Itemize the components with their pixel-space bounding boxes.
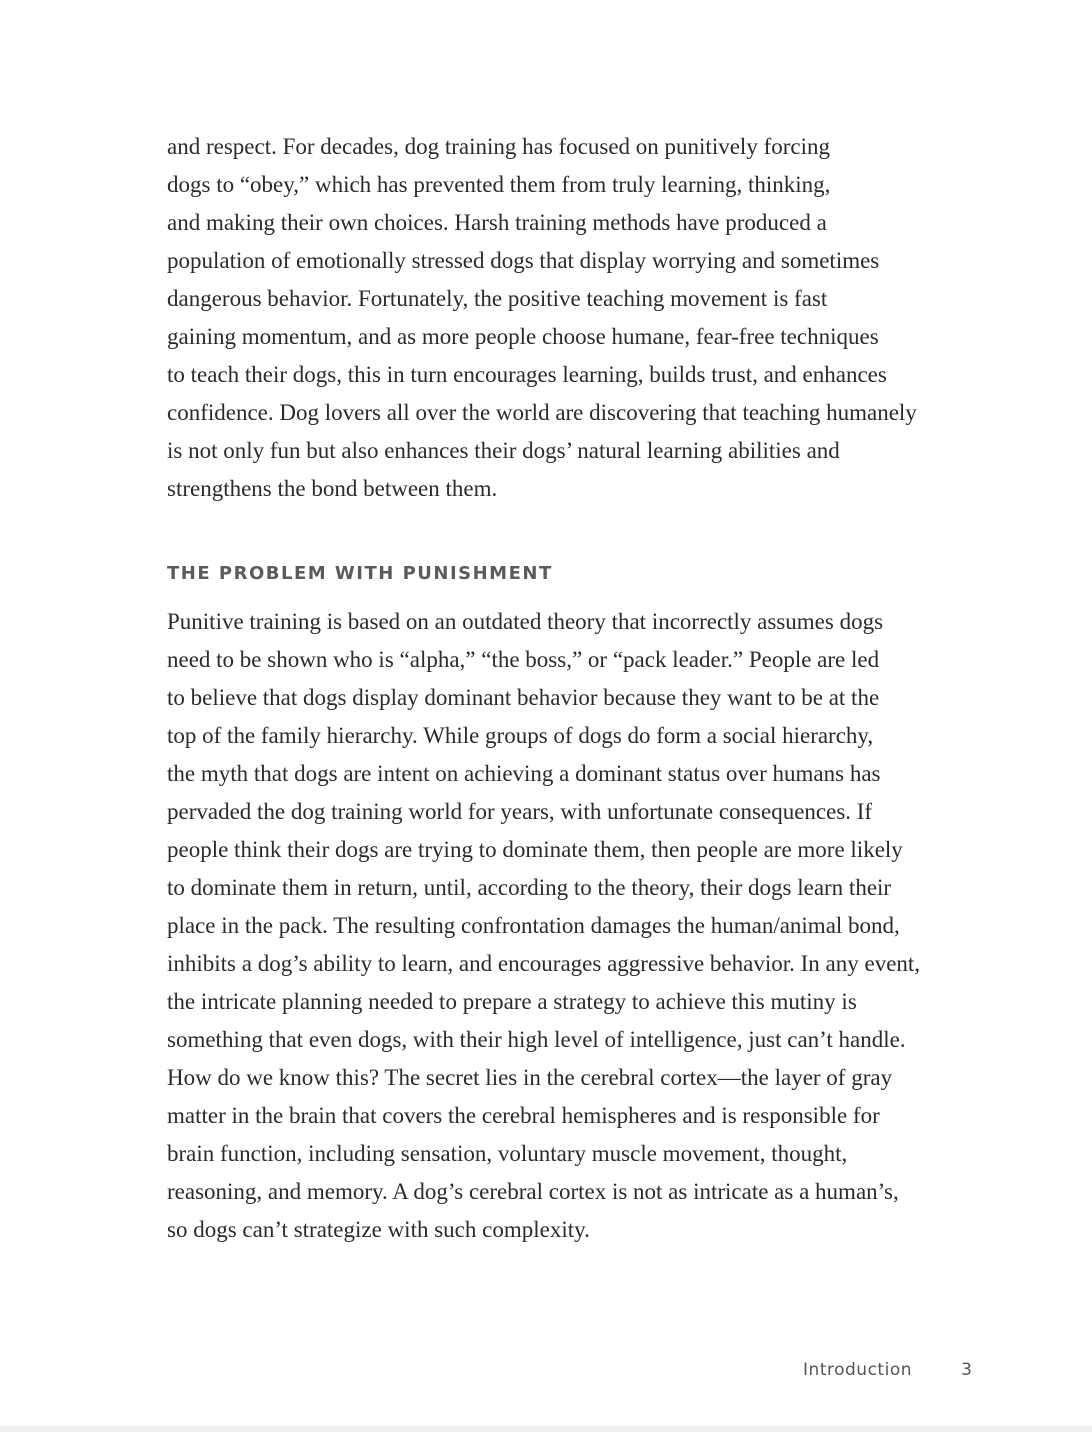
text-line: strengthens the bond between them. [167,476,498,501]
text-line: people think their dogs are trying to dominate them, then people are more likely [167,837,903,862]
text-line: and making their own choices. Harsh training methods have produced a [167,210,827,235]
text-line: place in the pack. The resulting confrontation damages the human/animal bond, [167,913,900,938]
text-line: inhibits a dog’s ability to learn, and encourages aggressive behavior. In any event, [167,951,921,976]
text-line: so dogs can’t strategize with such complexity. [167,1217,590,1242]
body-paragraph-intro [167,128,997,508]
text-line: is not only fun but also enhances their dogs’ natural learning abilities and [167,438,840,463]
text-line: the myth that dogs are intent on achieving a dominant status over humans has [167,761,881,786]
text-line: matter in the brain that covers the cerebral hemispheres and is responsible for [167,1103,880,1128]
text-line: pervaded the dog training world for years, with unfortunate consequences. If [167,799,873,824]
text-line: population of emotionally stressed dogs that display worrying and sometimes [167,248,880,273]
text-line: confidence. Dog lovers all over the world are discovering that teaching humanely [167,400,917,425]
text-line: to teach their dogs, this in turn encourages learning, builds trust, and enhances [167,362,887,387]
text-line: need to be shown who is “alpha,” “the boss,” or “pack leader.” People are led [167,647,880,672]
section-heading: THE PROBLEM WITH PUNISHMENT [167,563,553,584]
text-line: dangerous behavior. Fortunately, the positive teaching movement is fast [167,286,828,311]
text-line: gaining momentum, and as more people choose humane, fear-free techniques [167,324,879,349]
text-line: dogs to “obey,” which has prevented them from truly learning, thinking, [167,172,831,197]
page-number: 3 [961,1360,972,1380]
body-paragraph-punishment [167,603,997,1249]
text-line: Punitive training is based on an outdated theory that incorrectly assumes dogs [167,609,884,634]
page-footer [700,1356,972,1384]
text-line: to believe that dogs display dominant behavior because they want to be at the [167,685,880,710]
running-footer-section: Introduction [803,1360,912,1380]
text-line: the intricate planning needed to prepare a strategy to achieve this mutiny is [167,989,857,1014]
text-line: top of the family hierarchy. While groups of dogs do form a social hierarchy, [167,723,874,748]
page-bottom-edge [0,1426,1092,1432]
text-line: brain function, including sensation, voluntary muscle movement, thought, [167,1141,848,1166]
text-line: something that even dogs, with their high level of intelligence, just can’t handle. [167,1027,906,1052]
text-line: and respect. For decades, dog training has focused on punitively forcing [167,134,830,159]
text-line: How do we know this? The secret lies in the cerebral cortex—the layer of gray [167,1065,893,1090]
text-line: to dominate them in return, until, according to the theory, their dogs learn their [167,875,892,900]
text-line: reasoning, and memory. A dog’s cerebral cortex is not as intricate as a human’s, [167,1179,899,1204]
